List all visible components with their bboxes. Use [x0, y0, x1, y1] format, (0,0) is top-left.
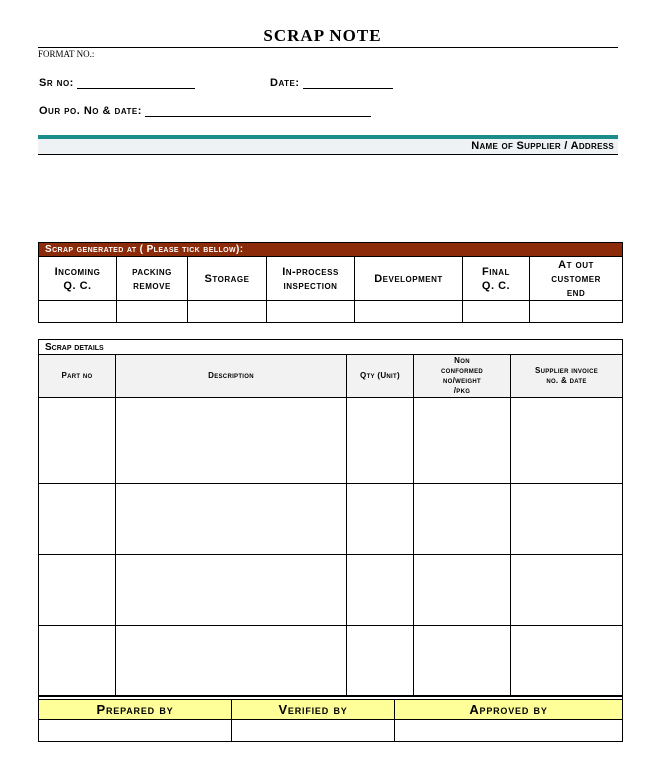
supplier-strip	[38, 139, 618, 155]
details-header-non-conformed-line: no/weight	[443, 376, 481, 385]
part-no-cell[interactable]	[39, 398, 116, 484]
description-cell[interactable]	[116, 626, 347, 697]
column-header-storage	[188, 257, 267, 301]
our-po-label: Our po. No & date:	[39, 105, 142, 117]
date-line[interactable]	[303, 77, 393, 89]
qty-cell[interactable]	[347, 484, 414, 555]
tick-cell-customer[interactable]	[530, 301, 623, 323]
details-header-non-conformed-line: /pkg	[453, 386, 471, 395]
invoice-cell[interactable]	[511, 555, 623, 626]
column-header-packing-remove	[117, 257, 188, 301]
details-header-qty-unit	[347, 355, 414, 398]
details-header-supplier-invoice-line: no. & date	[546, 376, 587, 385]
column-header-at-out-customer-end-line: At out	[558, 258, 594, 271]
column-header-at-out-customer-end	[530, 257, 623, 301]
supplier-label: Name of Supplier / Address	[471, 140, 614, 152]
column-header-final-qc-line: Q. C.	[481, 279, 511, 292]
scrap-generated-table	[38, 242, 623, 323]
table-row	[39, 398, 623, 484]
tick-cell-final[interactable]	[463, 301, 530, 323]
verified-by-signature-cell[interactable]	[232, 720, 395, 742]
column-header-storage-line: Storage	[204, 272, 250, 285]
sr-no-label: Sr no:	[39, 77, 74, 89]
column-header-packing-remove-line: packing	[132, 265, 172, 278]
invoice-cell[interactable]	[511, 484, 623, 555]
scrap-details-table	[38, 339, 623, 697]
column-header-final-qc	[463, 257, 530, 301]
column-header-development	[355, 257, 463, 301]
details-header-qty-unit-line: Qty (Unit)	[360, 371, 400, 380]
column-header-incoming-qc	[39, 257, 117, 301]
approved-by-label: Approved by	[395, 700, 623, 720]
sr-no-field[interactable]	[39, 77, 195, 89]
qty-cell[interactable]	[347, 398, 414, 484]
page-title: SCRAP NOTE	[263, 26, 382, 45]
scrap-generated-heading: Scrap generated at ( Please tick bellow):	[39, 243, 623, 257]
tick-cell-storage[interactable]	[188, 301, 267, 323]
table-row	[39, 484, 623, 555]
column-header-in-process-inspection	[267, 257, 355, 301]
non-conformed-cell[interactable]	[414, 484, 511, 555]
details-header-supplier-invoice	[511, 355, 623, 398]
title-rule	[38, 47, 618, 48]
signature-table	[38, 695, 623, 742]
non-conformed-cell[interactable]	[414, 626, 511, 697]
sr-no-line[interactable]	[77, 77, 195, 89]
prepared-by-signature-cell[interactable]	[39, 720, 232, 742]
scrap-details-heading: Scrap details	[39, 340, 623, 355]
description-cell[interactable]	[116, 484, 347, 555]
non-conformed-cell[interactable]	[414, 555, 511, 626]
date-label: Date:	[270, 77, 300, 89]
qty-cell[interactable]	[347, 555, 414, 626]
tick-cell-packing[interactable]	[117, 301, 188, 323]
table-row	[39, 555, 623, 626]
invoice-cell[interactable]	[511, 398, 623, 484]
part-no-cell[interactable]	[39, 626, 116, 697]
column-header-in-process-inspection-line: In-process	[282, 265, 339, 278]
column-header-packing-remove-line: remove	[133, 279, 171, 292]
column-header-final-qc-line: Final	[482, 265, 510, 278]
details-header-part-no	[39, 355, 116, 398]
column-header-development-line: Development	[374, 272, 443, 285]
qty-cell[interactable]	[347, 626, 414, 697]
details-header-supplier-invoice-line: Supplier invoice	[534, 366, 599, 375]
details-header-part-no-line: Part no	[61, 371, 93, 380]
verified-by-label: Verified by	[232, 700, 395, 720]
our-po-field[interactable]	[39, 105, 371, 117]
details-header-non-conformed-line: conformed	[440, 366, 484, 375]
details-header-description-line: Description	[208, 371, 254, 380]
details-header-non-conformed-line: Non	[454, 356, 470, 365]
column-header-incoming-qc-line: Q. C.	[63, 279, 92, 292]
tick-cell-incoming[interactable]	[39, 301, 117, 323]
details-header-non-conformed	[414, 355, 511, 398]
description-cell[interactable]	[116, 555, 347, 626]
non-conformed-cell[interactable]	[414, 398, 511, 484]
format-no-label: FORMAT NO.:	[38, 49, 95, 59]
approved-by-signature-cell[interactable]	[395, 720, 623, 742]
part-no-cell[interactable]	[39, 484, 116, 555]
column-header-at-out-customer-end-line: end	[566, 286, 586, 299]
our-po-line[interactable]	[145, 105, 371, 117]
date-field[interactable]	[270, 77, 393, 89]
tick-cell-development[interactable]	[355, 301, 463, 323]
column-header-incoming-qc-line: Incoming	[54, 265, 101, 278]
column-header-at-out-customer-end-line: customer	[551, 272, 601, 285]
part-no-cell[interactable]	[39, 555, 116, 626]
tick-cell-inprocess[interactable]	[267, 301, 355, 323]
details-header-description	[116, 355, 347, 398]
column-header-in-process-inspection-line: inspection	[283, 279, 338, 292]
description-cell[interactable]	[116, 398, 347, 484]
invoice-cell[interactable]	[511, 626, 623, 697]
prepared-by-label: Prepared by	[39, 700, 232, 720]
table-row	[39, 626, 623, 697]
